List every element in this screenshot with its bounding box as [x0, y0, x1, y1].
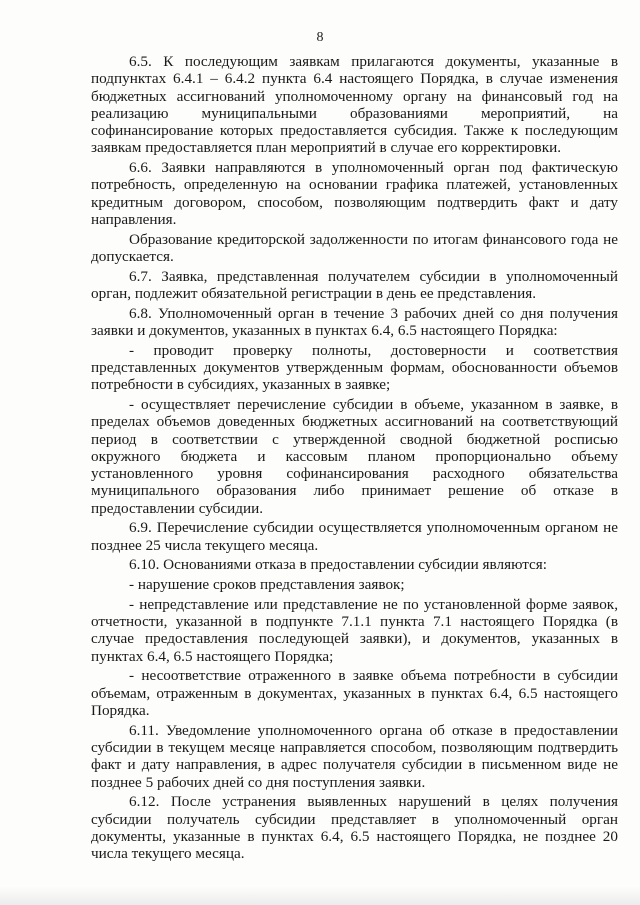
list-item-transfer: - осуществляет перечисление субсидии в объеме, указанном в заявке, в пределах объемов доведенных бюджетных ассигнований на соответствующий период в соответствии с утвержденной сводной бюджетной росписью окружного бюджета и кассовым планом пропорционально объему установленного уровня софинансирования расходного обязательства муниципального образования либо принимает решение об отказе в предоставлении субсидии.	[91, 395, 618, 517]
list-item-mismatch: - несоответствие отраженного в заявке объема потребности в субсидии объемам, отраженным в документах, указанных в пунктах 6.4, 6.5 настоящего Порядка.	[91, 667, 618, 719]
list-item-nonsubmission: - непредставление или представление не по установленной форме заявок, отчетности, указанной в подпункте 7.1.1 пункта 7.1 настоящего Порядка (в случае предоставления последующей заявки), и документов, указанных в пунктах 6.4, 6.5 настоящего Порядка;	[91, 595, 618, 665]
paragraph-6-12: 6.12. После устранения выявленных нарушений в целях получения субсидии получатель субсидии представляет в уполномоченный орган документы, указанные в пунктах 6.4, 6.5 настоящего Порядка, не позднее 20 числа текущего месяца.	[91, 793, 618, 863]
document-body	[91, 53, 618, 865]
paragraph-6-7: 6.7. Заявка, представленная получателем субсидии в уполномоченный орган, подлежит обязательной регистрации в день ее представления.	[91, 267, 618, 303]
paragraph-payables: Образование кредиторской задолженности по итогам финансового года не допускается.	[91, 230, 618, 266]
paragraph-6-8: 6.8. Уполномоченный орган в течение 3 рабочих дней со дня получения заявки и документов, указанных в пунктах 6.4, 6.5 настоящего Порядка:	[91, 304, 618, 340]
paragraph-6-9: 6.9. Перечисление субсидии осуществляется уполномоченным органом не позднее 25 числа текущего месяца.	[91, 519, 618, 554]
paragraph-6-6: 6.6. Заявки направляются в уполномоченный орган под фактическую потребность, определенную на основании графика платежей, установленных кредитным договором, способом, позволяющим подтвердить факт и дату направления.	[91, 159, 618, 229]
page-bottom-edge	[0, 887, 640, 905]
paragraph-6-5: 6.5. К последующим заявкам прилагаются документы, указанные в подпунктах 6.4.1 – 6.4.2 пункта 6.4 настоящего Порядка, в случае изменения бюджетных ассигнований уполномоченному органу на финансовый год на реализацию муниципальными образованиями мероприятий, на софинансирование которых предоставляется субсидия. Также к последующим заявкам предоставляется план мероприятий в случае его корректировки.	[91, 53, 618, 157]
list-item-check: - проводит проверку полноты, достоверности и соответствия представленных документов утвержденным формам, обоснованности объемов потребности в субсидиях, указанных в заявке;	[91, 341, 618, 394]
paragraph-6-11: 6.11. Уведомление уполномоченного органа об отказе в предоставлении субсидии в текущем месяце направляется способом, позволяющим подтвердить факт и дату направления, в адрес получателя субсидии в письменном виде не позднее 5 рабочих дней со дня поступления заявки.	[91, 721, 618, 791]
paragraph-6-10: 6.10. Основаниями отказа в предоставлении субсидии являются:	[129, 556, 547, 574]
list-item-deadline: - нарушение сроков представления заявок;	[129, 576, 405, 594]
page-number: 8	[316, 30, 324, 45]
